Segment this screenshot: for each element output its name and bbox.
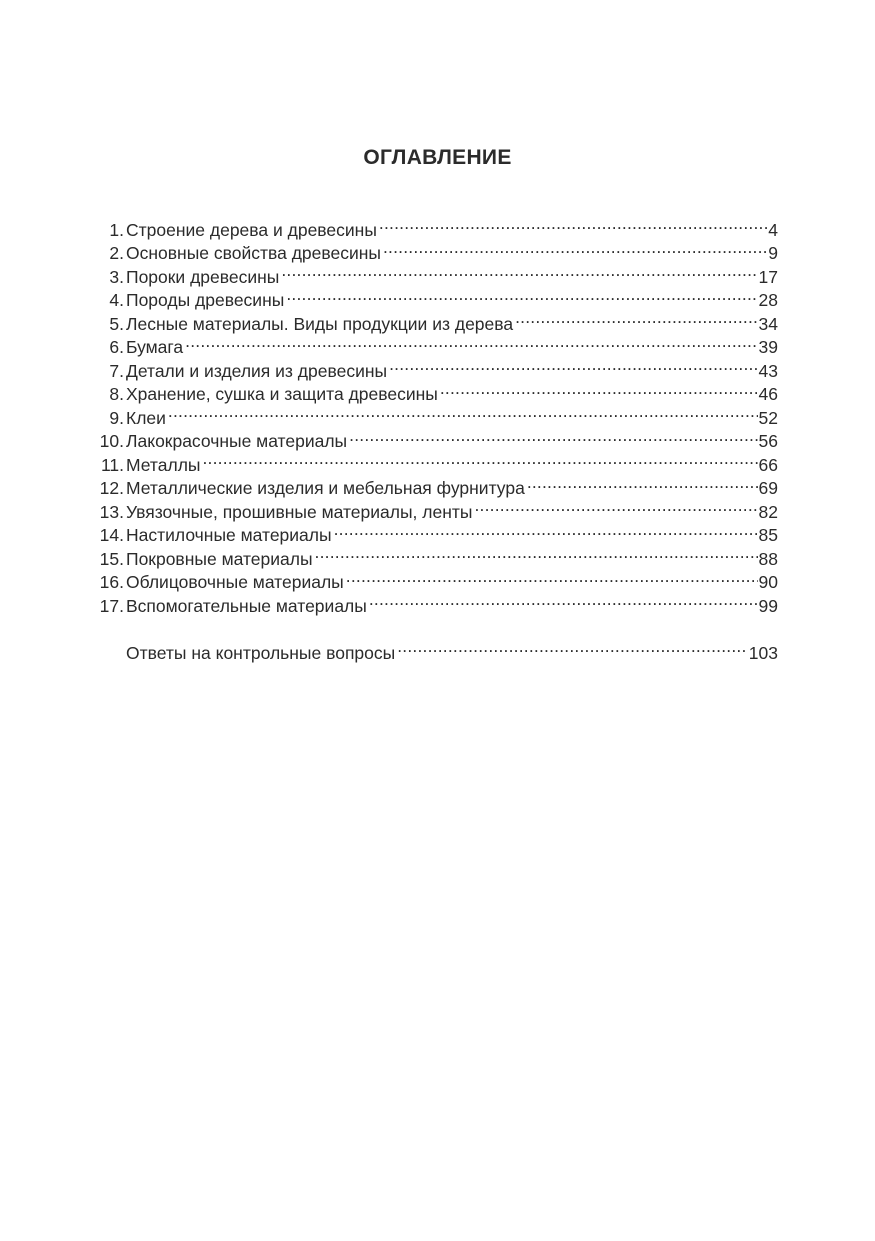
toc-entry-number: 6. <box>109 337 124 357</box>
toc-leader-dots <box>334 518 758 542</box>
toc-leader-dots <box>389 353 757 377</box>
toc-entry-page: 99 <box>758 595 778 616</box>
toc-entry-title: Лесные материалы. Виды продукции из дерева <box>126 313 514 334</box>
toc-entry-page: 34 <box>758 313 778 334</box>
toc-entry-title: Детали и изделия из древесины <box>126 360 388 381</box>
toc-entry-number: 15. <box>99 548 124 569</box>
toc-entry-number: 4. <box>109 290 124 310</box>
toc-entry-title: Породы древесины <box>126 290 285 310</box>
toc-row <box>90 400 778 428</box>
toc-entry-page: 46 <box>758 384 778 404</box>
toc-entry-page: 52 <box>758 407 778 428</box>
toc-leader-dots <box>397 635 748 659</box>
toc-entry-title: Увязочные, прошивные материалы, ленты <box>126 501 473 522</box>
toc-entry-title: Облицовочные материалы <box>126 572 344 592</box>
toc-entry-title: Основные свойства древесины <box>126 243 381 263</box>
toc-leader-dots <box>349 424 757 448</box>
toc-entry-number: 2. <box>109 243 124 263</box>
toc-entry-title: Лакокрасочные материалы <box>126 431 348 451</box>
toc-leader-dots <box>369 588 758 612</box>
toc-entry-page: 9 <box>768 243 778 263</box>
toc-entry-title: Настилочные материалы <box>126 525 332 545</box>
toc-leader-dots <box>527 471 758 495</box>
toc-entry-page: 103 <box>748 642 778 663</box>
toc-leader-dots <box>315 541 758 565</box>
toc-entry-number: 7. <box>109 360 124 381</box>
toc-leader-dots <box>281 259 757 283</box>
toc-entry-page: 85 <box>758 525 778 545</box>
toc-entry-number: 14. <box>99 525 124 545</box>
toc-entry-page: 69 <box>758 478 778 498</box>
toc-entry-page: 17 <box>758 266 778 287</box>
toc-leader-dots <box>515 306 757 330</box>
toc-entry-number: 12. <box>99 478 124 498</box>
toc-entry-number: 10. <box>99 431 124 451</box>
toc-entry-page: 82 <box>758 501 778 522</box>
toc-entry-number: 3. <box>109 266 124 287</box>
toc-leader-dots <box>474 494 757 518</box>
toc-entry-number: 5. <box>109 313 124 334</box>
toc-entry-title: Хранение, сушка и защита древесины <box>126 384 438 404</box>
toc-entry-title: Клеи <box>126 407 166 428</box>
toc-entry-number: 11. <box>100 454 124 475</box>
toc-entry-title: Покровные материалы <box>126 548 313 569</box>
toc-entry-title: Металлические изделия и мебельная фурнитура <box>126 478 525 498</box>
toc-entry-title: Ответы на контрольные вопросы <box>126 642 396 663</box>
toc-entry-page: 28 <box>758 290 778 310</box>
toc-entry-number: 8. <box>109 384 124 404</box>
toc-leader-dots <box>440 377 758 401</box>
toc-entry-page: 56 <box>758 431 778 451</box>
toc-entry-title: Строение дерева и древесины <box>126 219 377 240</box>
toc-entry-number: 1. <box>109 219 124 240</box>
toc-leader-dots <box>383 236 767 260</box>
toc-answers-entry <box>90 635 778 663</box>
toc-row <box>90 330 778 357</box>
toc-entry-page: 66 <box>758 454 778 475</box>
toc-entry-number: 9. <box>109 407 124 428</box>
toc-row <box>90 424 778 451</box>
toc-leader-dots <box>168 400 758 424</box>
toc-list <box>90 212 778 616</box>
toc-row <box>90 635 778 663</box>
toc-entry-page: 43 <box>758 360 778 381</box>
toc-leader-dots <box>185 330 757 354</box>
toc-leader-dots <box>286 283 757 307</box>
toc-entry-number: 16. <box>99 572 124 592</box>
toc-title: ОГЛАВЛЕНИЕ <box>363 146 512 169</box>
toc-entry-title: Пороки древесины <box>126 266 280 287</box>
toc-entry-number: 17. <box>99 595 124 616</box>
toc-leader-dots <box>379 212 767 236</box>
toc-entry-page: 4 <box>768 219 778 240</box>
toc-row <box>90 353 778 381</box>
toc-entry-title: Вспомогательные материалы <box>126 595 367 616</box>
toc-entry-page: 39 <box>758 337 778 357</box>
toc-leader-dots <box>202 447 757 471</box>
toc-entry-title: Бумага <box>126 337 184 357</box>
toc-entry-page: 90 <box>758 572 778 592</box>
toc-entry-number: 13. <box>99 501 124 522</box>
toc-entry-page: 88 <box>758 548 778 569</box>
toc-leader-dots <box>346 565 758 589</box>
toc-row <box>90 212 778 240</box>
toc-entry-title: Металлы <box>126 454 201 475</box>
